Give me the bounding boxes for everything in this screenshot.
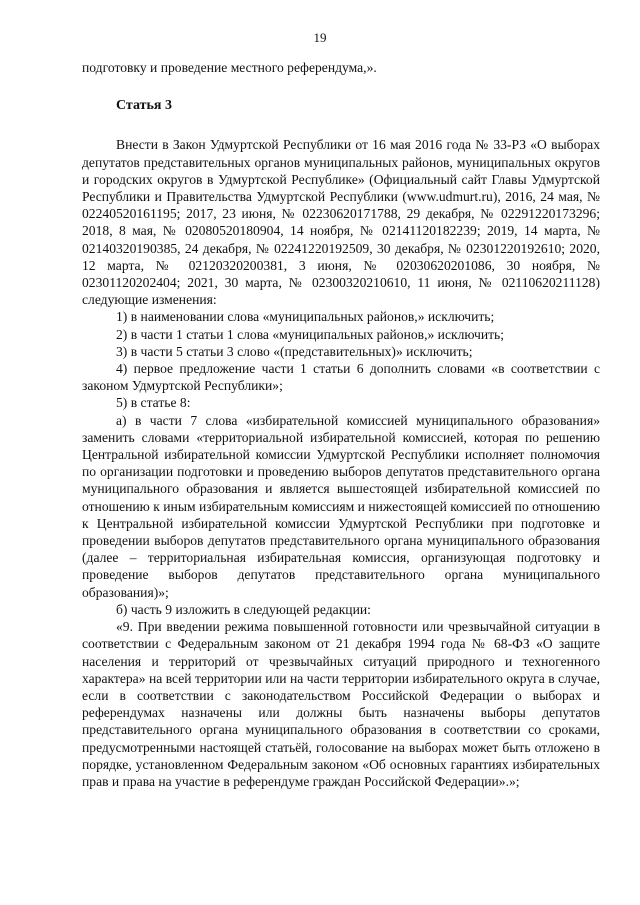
list-item-5a: а) в части 7 слова «избирательной комиссией муниципального образования» заменить словами «территориальной избирательной комиссией, которая по решению Центральной избирательной комиссии Удмуртской Республики исполняет полномочия по организации подготовки и проведению выборов депутатов представительного органа муниципального образования и является вышестоящей избирательной комиссией по отношению к иным избирательным комиссиям и нижестоящей комиссией по отношению к Центральной избирательной комиссии Удмуртской Республики при подготовке и проведении выборов депутатов представительного органа муниципального образования (далее – территориальная избирательная комиссия, организующая подготовку и проведение выборов депутатов представительного органа муниципального образования)»;: [82, 412, 600, 600]
document-body: [82, 59, 600, 790]
list-item-4: 4) первое предложение части 1 статьи 6 дополнить словами «в соответствии с законом Удмуртской Республики»;: [82, 361, 600, 394]
list-item-1: 1) в наименовании слова «муниципальных районов,» исключить;: [116, 309, 495, 325]
intro-fragment: подготовку и проведение местного референдума,».: [82, 60, 377, 75]
paragraph-amendments-intro: Внести в Закон Удмуртской Республики от 16 мая 2016 года № 33-РЗ «О выборах депутатов представительных органов муниципальных районов, муниципальных округов и городских округов в Удмуртской Республике» (Официальный сайт Главы Удмуртской Республики и Правительства Удмуртской Республики (www.udmurt.ru), 2016, 24 мая, № 02240520161195; 2017, 23 июня, № 02230620171788, 29 декабря, № 02291220173296; 2018, 8 мая, № 02080520180904, 14 ноября, № 02141120182239; 2019, 14 марта, № 02140320190385, 24 декабря, № 02241220192509, 30 декабря, № 02301220192610; 2020, 12 марта, № 02120320200381, 3 июня, № 02030620201086, 30 ноября, № 02301120202404; 2021, 30 марта, № 02300320210610, 11 июня, № 02110620211128) следующие изменения:: [82, 137, 600, 308]
list-item-2: 2) в части 1 статьи 1 слова «муниципальных районов,» исключить;: [116, 326, 505, 342]
quoted-part-9: «9. При введении режима повышенной готовности или чрезвычайной ситуации в соответствии с Федеральным законом от 21 декабря 1994 года № 68-ФЗ «О защите населения и территорий от чрезвычайных ситуаций природного и техногенного характера» на всей территории или на части территории избирательного округа в случае, если в соответствии с законодательством Российской Федерации о выборах и референдумах назначены или должны быть назначены выборы депутатов представительного органа муниципального образования в соответствии со сроками, предусмотренными настоящей статьёй, голосование на выборах может быть отложено в порядке, установленном Федеральным законом «Об основных гарантиях избирательных прав и права на участие в референдуме граждан Российской Федерации».»;: [82, 619, 600, 789]
list-item-5b: б) часть 9 изложить в следующей редакции:: [116, 601, 371, 617]
list-item-5: 5) в статье 8:: [116, 395, 191, 411]
page-number: 19: [313, 30, 327, 45]
article-title: Статья 3: [116, 98, 172, 114]
list-item-3: 3) в части 5 статьи 3 слово «(представительных)» исключить;: [116, 343, 473, 359]
